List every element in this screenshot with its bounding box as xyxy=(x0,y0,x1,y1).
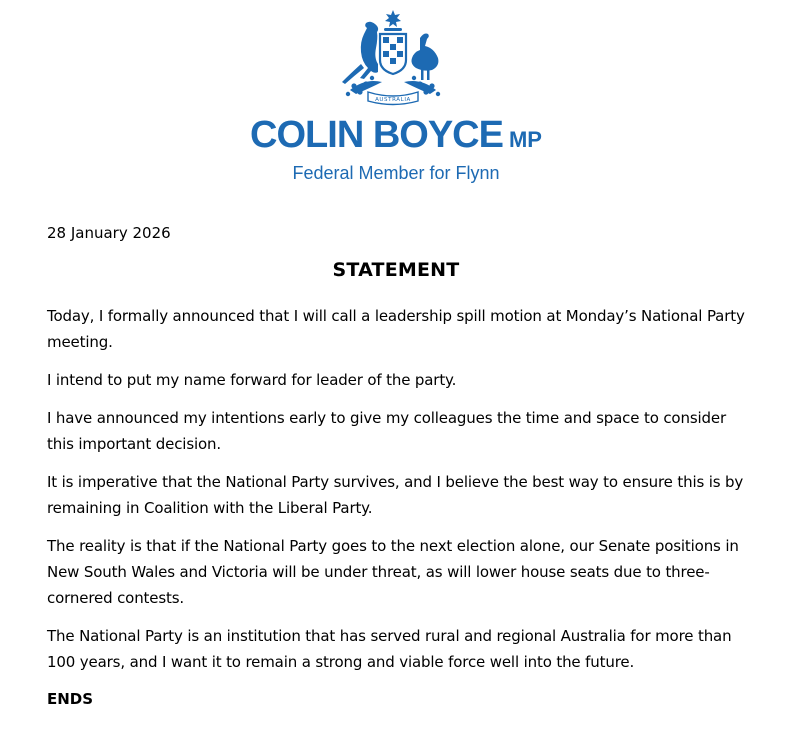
member-role: Federal Member for Flynn xyxy=(292,163,500,183)
paragraph: It is imperative that the National Party survives, and I believe the best way to ensure this is by remaining in Coalition with the Liberal Party. xyxy=(47,473,744,517)
statement-body xyxy=(47,303,747,687)
paragraph: Today, I formally announced that I will call a leadership spill motion at Monday’s National Party meeting. xyxy=(47,307,745,351)
coat-of-arms-emblem xyxy=(320,8,466,108)
member-suffix: MP xyxy=(508,127,542,152)
statement-heading: STATEMENT xyxy=(332,259,460,281)
closing-ends: ENDS xyxy=(47,690,94,708)
paragraph: I have announced my intentions early to give my colleagues the time and space to consider this important decision. xyxy=(47,409,726,453)
statement-date: 28 January 2026 xyxy=(47,224,171,242)
member-name: COLIN BOYCE xyxy=(250,114,503,156)
paragraph: The National Party is an institution that has served rural and regional Australia for more than 100 years, and I want it to remain a strong and viable force well into the future. xyxy=(47,627,732,671)
svg-text:AUSTRALIA: AUSTRALIA xyxy=(375,97,411,103)
member-name-heading xyxy=(0,114,792,157)
paragraph: The reality is that if the National Party goes to the next election alone, our Senate positions in New South Wales and Victoria will be under threat, as will lower house seats due to three-cornered contests. xyxy=(47,537,739,607)
paragraph: I intend to put my name forward for leader of the party. xyxy=(47,371,457,389)
